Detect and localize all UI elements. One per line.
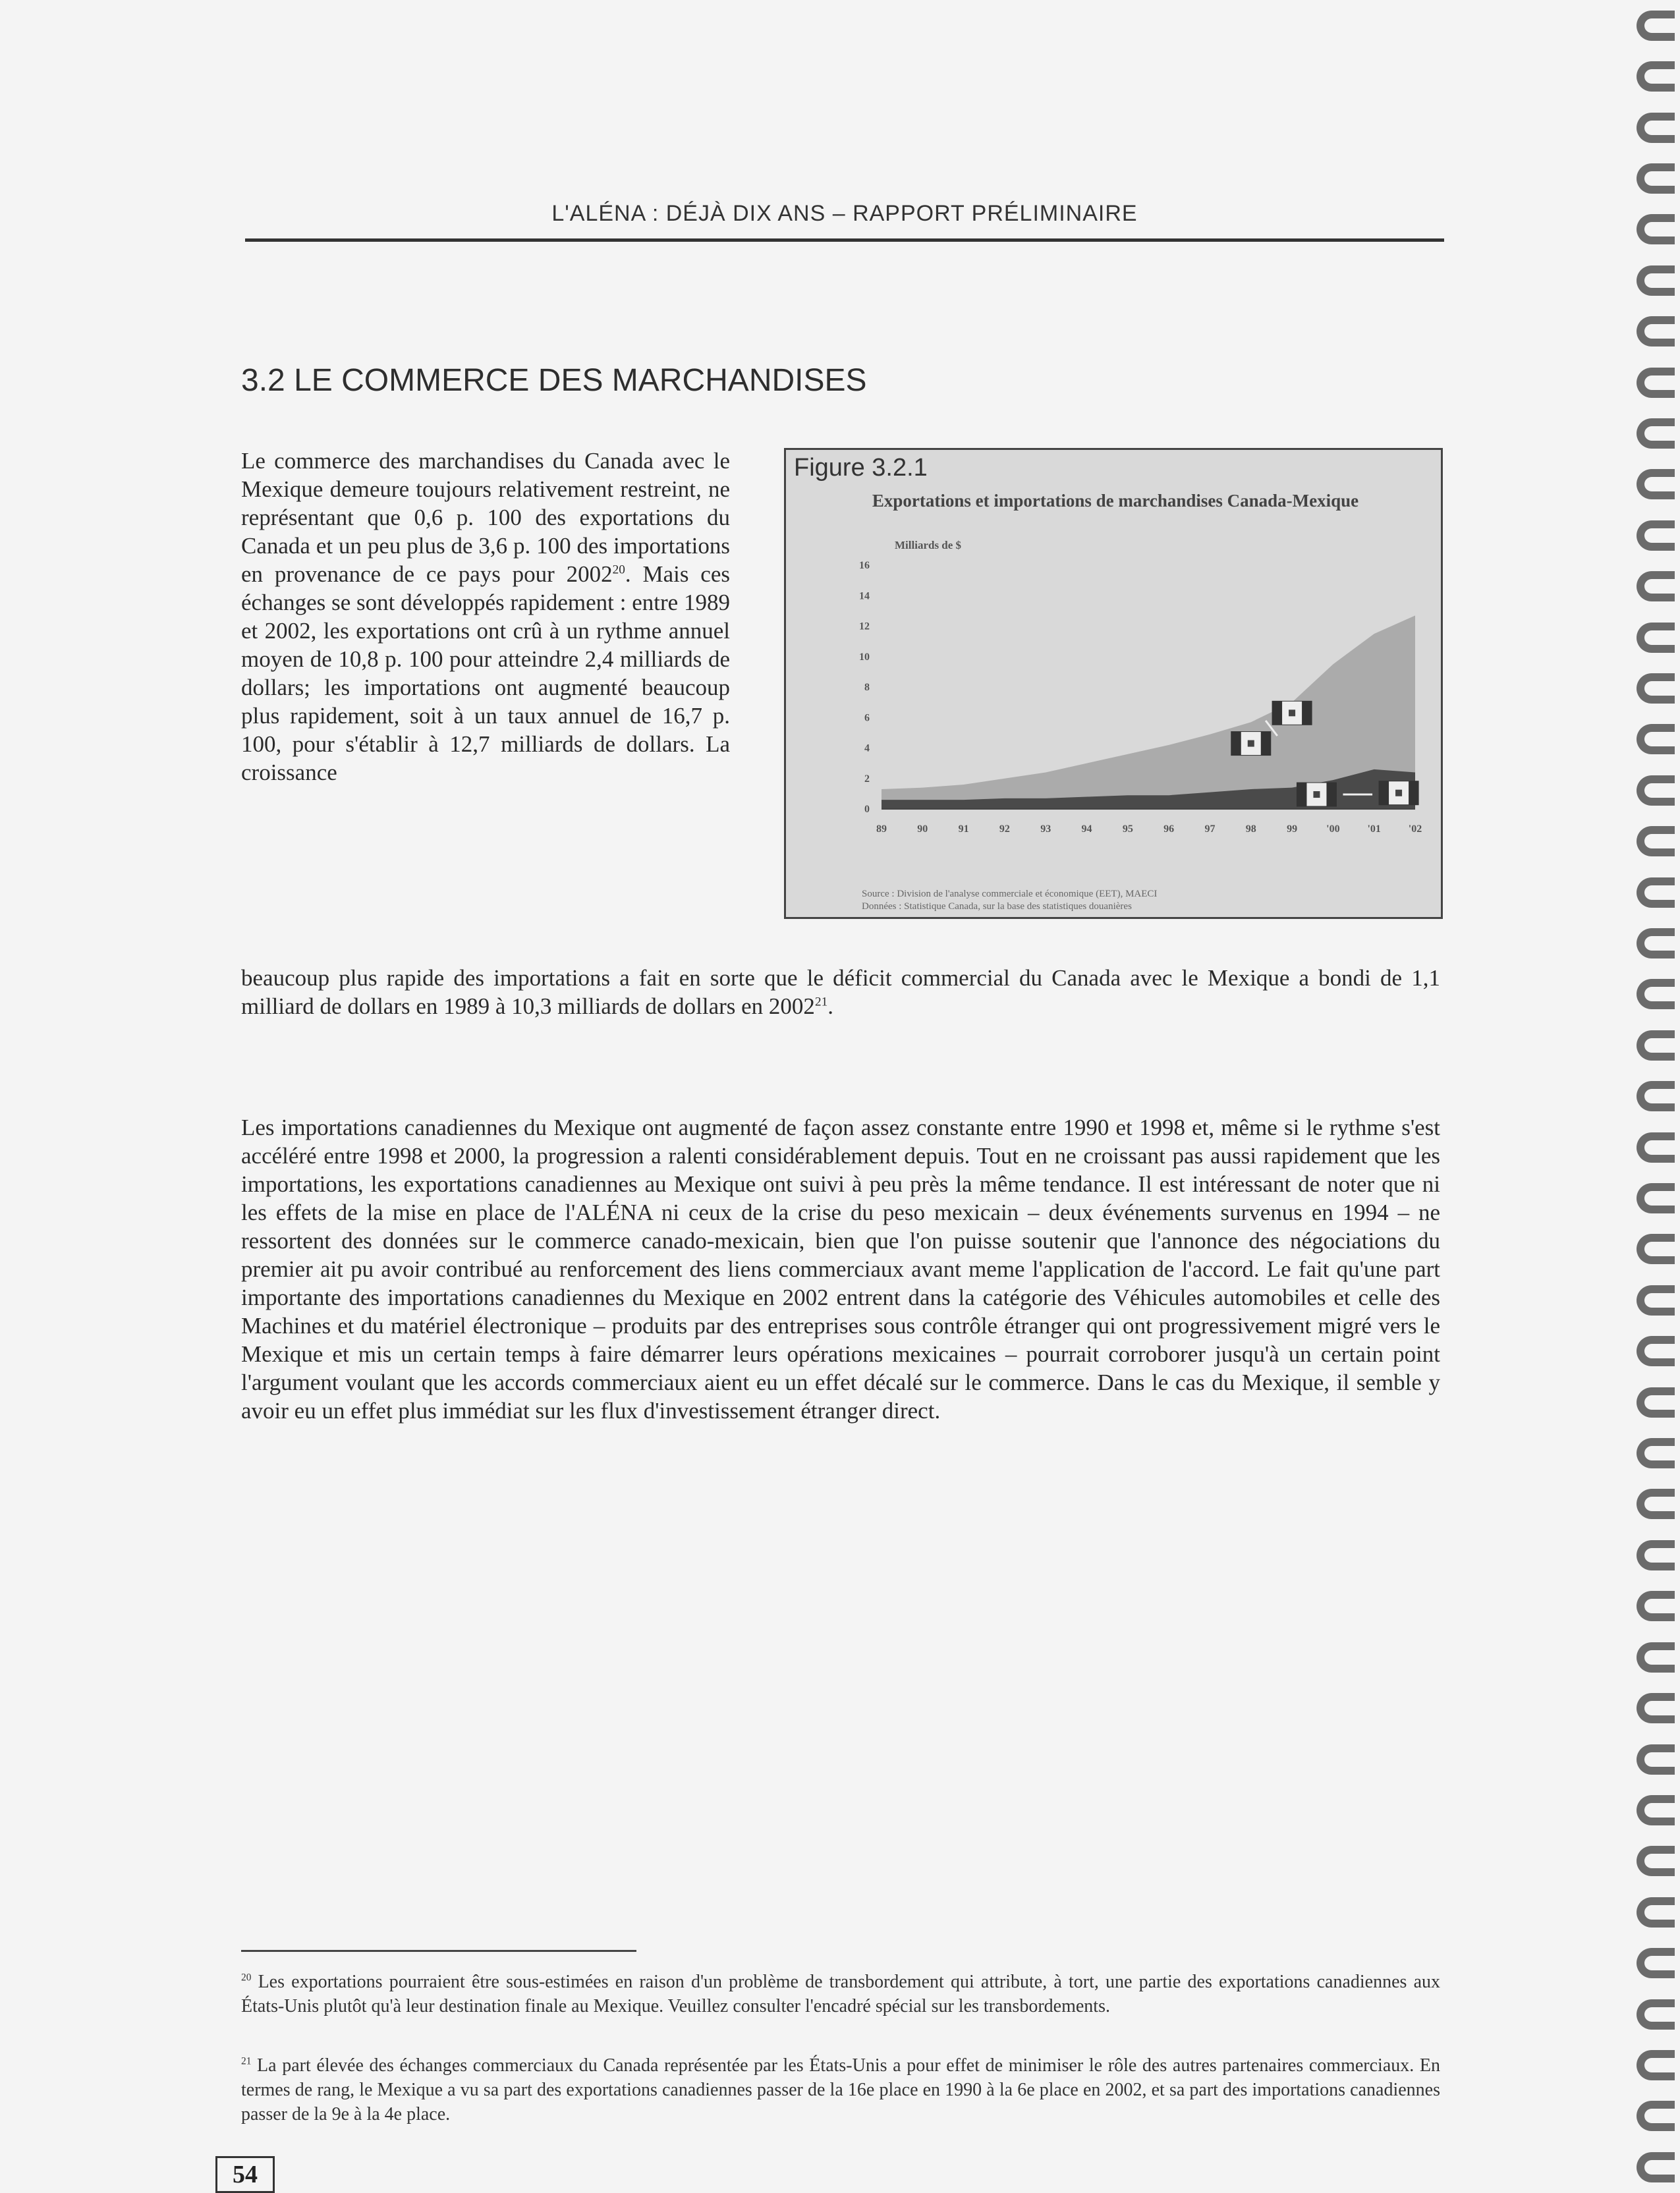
binding-ring [1637, 418, 1675, 449]
binding-ring [1637, 11, 1675, 41]
x-tick-label: 98 [1245, 823, 1256, 835]
binding-ring [1637, 1693, 1675, 1723]
intro-text: Le commerce des marchandises du Canada avec le Mexique demeure toujours relativement restreint, ne représentant que 0,6 p. 100 des exportations du Canada et un peu plus de 3,6 p. 100 des importations en provenance de ce pays pour 2002 [241, 448, 730, 587]
footnote-number: 20 [241, 1972, 252, 1984]
x-tick-label: '01 [1367, 823, 1381, 835]
x-tick-label: '00 [1326, 823, 1340, 835]
data-line: Données : Statistique Canada, sur la base des statistiques douanières [862, 901, 1132, 912]
figure-box [784, 448, 1443, 919]
x-tick-label: 95 [1122, 823, 1133, 835]
footnote-21 [241, 2053, 1440, 2126]
binding-spine [1608, 0, 1680, 2193]
canada-flag-icon-band-left [1297, 783, 1306, 806]
binding-ring [1637, 1234, 1675, 1264]
binding-ring [1637, 1336, 1675, 1366]
binding-ring [1637, 1948, 1675, 1978]
binding-ring [1637, 623, 1675, 653]
binding-ring [1637, 826, 1675, 856]
page-number: 54 [215, 2156, 275, 2193]
header-rule [245, 238, 1444, 242]
canada-flag-icon-band-left [1272, 701, 1282, 725]
canada-flag-icon-band-right [1326, 783, 1336, 806]
binding-ring [1637, 1081, 1675, 1111]
binding-ring [1637, 877, 1675, 908]
y-tick-label: 2 [864, 773, 870, 785]
binding-ring [1637, 1438, 1675, 1468]
binding-ring [1637, 520, 1675, 551]
figure-label: Figure 3.2.1 [794, 454, 928, 482]
binding-ring [1637, 2101, 1675, 2131]
footnote-20 [241, 1970, 1440, 2018]
y-tick-label: 0 [864, 804, 870, 815]
binding-ring [1637, 469, 1675, 499]
binding-ring [1637, 1795, 1675, 1825]
mexico-flag-icon-band-left [1379, 781, 1389, 805]
binding-ring [1637, 673, 1675, 704]
body-paragraph-2 [241, 1113, 1440, 1425]
mexico-flag-icon-emblem [1248, 740, 1254, 747]
source-line: Source : Division de l'analyse commerciale et économique (EET), MAECI [862, 889, 1158, 899]
binding-ring [1637, 724, 1675, 754]
canada-flag-icon-emblem [1313, 791, 1320, 798]
section-title: 3.2 LE COMMERCE DES MARCHANDISES [241, 363, 867, 398]
y-tick-label: 14 [859, 590, 870, 602]
y-tick-label: 8 [864, 682, 870, 693]
y-tick-label: 16 [859, 560, 870, 571]
binding-ring [1637, 1744, 1675, 1775]
binding-ring [1637, 775, 1675, 806]
mexico-flag-icon-band-right [1261, 732, 1271, 756]
binding-ring [1637, 1591, 1675, 1621]
trade-area-chart [786, 516, 1441, 885]
mexico-flag-icon-band-left [1231, 732, 1241, 756]
footnote-rule [241, 1950, 636, 1952]
mexico-flag-icon-emblem [1395, 790, 1402, 796]
x-tick-label: 94 [1081, 823, 1092, 835]
binding-ring [1637, 1285, 1675, 1316]
footnote-number: 21 [241, 2055, 252, 2067]
x-tick-label: 96 [1163, 823, 1175, 835]
intro-end-tail: . [827, 993, 833, 1019]
paragraph-text: Les importations canadiennes du Mexique ont augmenté de façon assez constante entre 1990 et 1998 et, même si le rythme s'est accéléré entre 1998 et 2000, la progression a ralenti considérablement depuis. Tout en ne croissant pas aussi rapidement que les importations, les exportations canadiennes au Mexique ont suivi à peu près la même tendance. Il est intéressant de noter que ni les effets de la mise en place de l'ALÉNA ni ceux de la crise du peso mexicain – deux événements survenus en 1994 – ne ressortent des données sur le commerce canado-mexicain, bien que l'on puisse soutenir que l'annonce des négociations du premier ait pu avoir contribué au renforcement des liens commerciaux avant meme l'application de l'accord. Le fait qu'une part importante des importations canadiennes du Mexique en 2002 entrent dans la catégorie des Véhicules automobiles et celle des Machines et du matériel électronique – produits par des entreprises sous contrôle étranger qui ont progressivement migré vers le Mexique et mis un certain temps à faire démarrer leurs opérations mexicaines – pourrait corroborer jusqu'à un certain point l'argument voulant que les accords commerciaux aient eu un effet décalé sur le commerce. Dans le cas du Mexique, il semble y avoir eu un effet plus immédiat sur les flux d'investissement étranger direct. [241, 1115, 1440, 1424]
x-tick-label: '02 [1408, 823, 1422, 835]
canada-flag-icon-emblem [1289, 709, 1295, 716]
binding-ring [1637, 1999, 1675, 2030]
binding-ring [1637, 1540, 1675, 1570]
x-tick-label: 91 [958, 823, 969, 835]
footnote-ref: 21 [814, 995, 828, 1009]
binding-ring [1637, 571, 1675, 601]
binding-ring [1637, 163, 1675, 194]
y-axis-label: Milliards de $ [895, 539, 962, 551]
binding-ring [1637, 1030, 1675, 1061]
intro-end: beaucoup plus rapide des importations a fait en sorte que le déficit commercial du Canada avec le Mexique a bondi de 1,1 milliard de dollars en 1989 à 10,3 milliards de dollars en 2002 [241, 965, 1440, 1019]
footnote-ref: 20 [612, 563, 625, 577]
y-tick-label: 10 [859, 651, 870, 663]
binding-ring [1637, 61, 1675, 92]
y-tick-label: 12 [859, 621, 870, 632]
intro-text-cont: . Mais ces échanges se sont développés rapidement : entre 1989 et 2002, les exportations ont crû à un rythme annuel moyen de 10,8 p. 100 pour atteindre 2,4 milliards de dollars; les importations ont augmenté beaucoup plus rapidement, soit à un taux annuel de 16,7 p. 100, pour s'établir à 12,7 milliards de dollars. La croissance [241, 561, 730, 785]
x-tick-label: 99 [1287, 823, 1298, 835]
binding-ring [1637, 2050, 1675, 2080]
binding-ring [1637, 113, 1675, 143]
binding-ring [1637, 979, 1675, 1009]
figure-title: Exportations et importations de marchandises Canada-Mexique [872, 491, 1359, 511]
binding-ring [1637, 214, 1675, 244]
x-tick-label: 89 [876, 823, 887, 835]
binding-ring [1637, 928, 1675, 958]
x-tick-label: 97 [1204, 823, 1216, 835]
intro-paragraph-end [241, 964, 1440, 1020]
binding-ring [1637, 1183, 1675, 1213]
binding-ring [1637, 1897, 1675, 1928]
y-tick-label: 4 [864, 742, 870, 754]
binding-ring [1637, 1132, 1675, 1163]
x-tick-label: 92 [999, 823, 1010, 835]
y-tick-label: 6 [864, 712, 870, 724]
canada-flag-icon-band-right [1302, 701, 1312, 725]
footnote-text: Les exportations pourraient être sous-estimées en raison d'un problème de transbordement qui attribute, à tort, une partie des exportations canadiennes aux États-Unis plutôt qu'à leur destination finale au Mexique. Veuillez consulter l'encadré spécial sur les transbordements. [241, 1972, 1440, 2016]
running-header: L'ALÉNA : DÉJÀ DIX ANS – RAPPORT PRÉLIMINAIRE [551, 201, 1138, 226]
binding-ring [1637, 316, 1675, 347]
binding-ring [1637, 1387, 1675, 1418]
x-tick-label: 93 [1040, 823, 1051, 835]
intro-paragraph [241, 447, 730, 787]
intro-column [241, 447, 730, 787]
figure-source [862, 888, 1157, 913]
mexico-flag-icon-band-right [1409, 781, 1418, 805]
footnote-text: La part élevée des échanges commerciaux du Canada représentée par les États-Unis a pour effet de minimiser le rôle des autres partenaires commerciaux. En termes de rang, le Mexique a vu sa part des exportations canadiennes passer de la 16e place en 1990 à la 6e place en 2002, et sa part des importations canadiennes passer de la 9e à la 4e place. [241, 2055, 1440, 2124]
binding-ring [1637, 2152, 1675, 2182]
binding-ring [1637, 368, 1675, 398]
intro-end-text [241, 964, 1440, 1020]
binding-ring [1637, 1846, 1675, 1876]
binding-ring [1637, 1642, 1675, 1673]
binding-ring [1637, 1489, 1675, 1519]
x-tick-label: 90 [917, 823, 928, 835]
binding-ring [1637, 265, 1675, 296]
